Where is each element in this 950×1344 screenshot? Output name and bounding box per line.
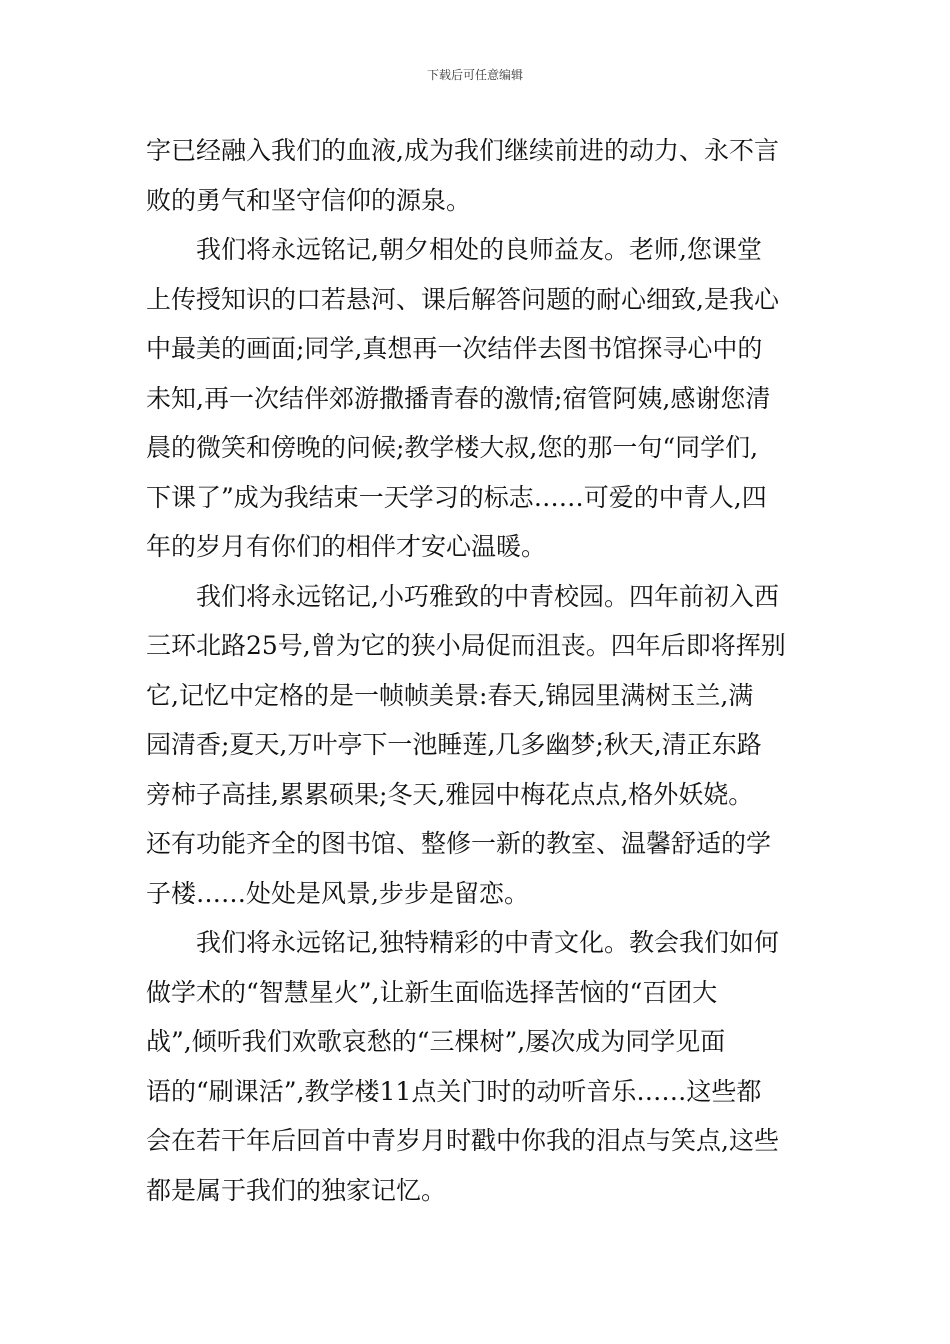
text-line: 我们将永远铭记,独特精彩的中青文化。教会我们如何: [196, 928, 779, 957]
text-line: 年的岁月有你们的相伴才安心温暖。: [146, 532, 547, 561]
text-line: 未知,再一次结伴郊游撒播青春的激情;宿管阿姨,感谢您清: [146, 383, 771, 413]
text-line: 三环北路25号,曾为它的狭小局促而沮丧。四年后即将挥别: [146, 631, 786, 660]
text-line: 中最美的画面;同学,真想再一次结伴去图书馆探寻心中的: [146, 334, 763, 363]
text-line: 子楼……处处是风景,步步是留恋。: [146, 878, 529, 908]
text-line: 我们将永远铭记,小巧雅致的中青校园。四年前初入西: [196, 581, 779, 611]
paragraph-2: [146, 225, 808, 572]
text-line: 它,记忆中定格的是一帧帧美景:春天,锦园里满树玉兰,满: [146, 680, 754, 710]
text-line: 语的“刷课活”,教学楼11点关门时的动听音乐……这些都: [146, 1076, 762, 1106]
text-line: 败的勇气和坚守信仰的源泉。: [146, 185, 472, 215]
paragraph-3: [146, 572, 808, 919]
text-line: 做学术的“智慧星火”,让新生面临选择苦恼的“百团大: [146, 977, 718, 1007]
text-line: 还有功能齐全的图书馆、整修一新的教室、温馨舒适的学: [146, 829, 772, 858]
text-line: 战”,倾听我们欢歌哀愁的“三棵树”,屡次成为同学见面: [146, 1027, 726, 1056]
paragraph-4: [146, 918, 808, 1215]
text-line: 上传授知识的口若悬河、课后解答问题的耐心细致,是我心: [146, 284, 779, 314]
text-line: 下课了”成为我结束一天学习的标志……可爱的中青人,四: [146, 482, 767, 512]
text-line: 晨的微笑和傍晚的问候;教学楼大叔,您的那一句“同学们,: [146, 433, 759, 462]
page-header: 下载后可任意编辑: [426, 68, 523, 82]
text-line: 我们将永远铭记,朝夕相处的良师益友。老师,您课堂: [196, 235, 762, 264]
paragraph-1: [146, 126, 808, 225]
document-body: [146, 126, 808, 1215]
text-line: 旁柿子高挂,累累硕果;冬天,雅园中梅花点点,格外妖娆。: [146, 779, 754, 809]
text-line: 园清香;夏天,万叶亭下一池睡莲,几多幽梦;秋天,清正东路: [146, 730, 762, 759]
text-line: 字已经融入我们的血液,成为我们继续前进的动力、永不言: [146, 136, 779, 165]
text-line: 会在若干年后回首中青岁月时戳中你我的泪点与笑点,这些: [146, 1126, 779, 1155]
text-line: 都是属于我们的独家记忆。: [146, 1175, 447, 1205]
